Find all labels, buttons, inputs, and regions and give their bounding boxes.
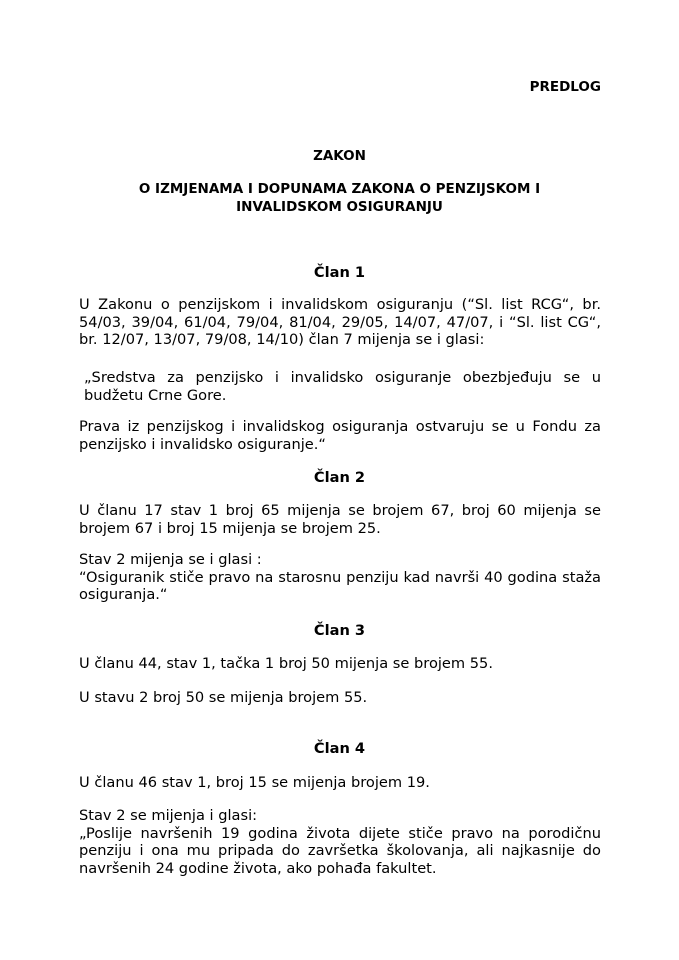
article-1-paragraph-2-text: „Sredstva za penzijsko i invalidsko osiguranje obezbjeđuju se u budžetu Crne Gore. — [84, 369, 601, 404]
article-4-heading: Član 4 — [313, 740, 366, 757]
law-title: ZAKON — [313, 148, 366, 164]
proposal-label: PREDLOG — [529, 79, 601, 95]
article-4-paragraph-3-text: „Poslije navršenih 19 godina života dijete stiče pravo na porodičnu penziju i ona mu pripada do završetka školovanja, ali najkasnije do navršenih 24 godine života, ako pohađa fakultet. — [79, 824, 601, 877]
article-3-paragraph-2 — [79, 689, 601, 707]
article-3-paragraph-2-text: U stavu 2 broj 50 se mijenja brojem 55. — [79, 689, 368, 706]
law-subtitle: O IZMJENAMA I DOPUNAMA ZAKONA O PENZIJSKOM I INVALIDSKOM OSIGURANJU — [138, 181, 541, 215]
article-2-paragraph-3-text: “Osiguranik stiče pravo na starosnu penziju kad navrši 40 godina staža osiguranja.“ — [79, 568, 601, 604]
article-1-heading: Član 1 — [313, 264, 366, 281]
article-2-paragraph-1-text: U članu 17 stav 1 broj 65 mijenja se brojem 67, broj 60 mijenja se brojem 67 i broj 15 mijenja se brojem 25. — [79, 502, 601, 537]
article-2-heading: Član 2 — [313, 469, 366, 486]
article-2-paragraph-2 — [79, 551, 601, 604]
article-1-paragraph-1 — [79, 296, 601, 349]
article-1-paragraph-3-text: Prava iz penzijskog i invalidskog osiguranja ostvaruju se u Fondu za penzijsko i invalidsko osiguranje.“ — [79, 418, 601, 453]
article-1-paragraph-3 — [79, 418, 601, 453]
article-2-paragraph-2-text: Stav 2 mijenja se i glasi : — [79, 551, 262, 568]
article-1-paragraph-1-text: U Zakonu o penzijskom i invalidskom osiguranju (“Sl. list RCG“, br. 54/03, 39/04, 61/04, 79/04, 81/04, 29/05, 14/07, 47/07, i “Sl. list CG“, br. 12/07, 13/07, 79/08, 14/10) član 7 mijenja se i glasi: — [79, 296, 601, 349]
article-3-paragraph-1-text: U članu 44, stav 1, tačka 1 broj 50 mijenja se brojem 55. — [79, 655, 493, 672]
article-2-paragraph-1 — [79, 502, 601, 537]
article-1-paragraph-2 — [84, 369, 601, 404]
article-4-paragraph-1 — [79, 774, 601, 792]
article-4-paragraph-1-text: U članu 46 stav 1, broj 15 se mijenja brojem 19. — [79, 774, 430, 791]
article-4-paragraph-2-text: Stav 2 se mijenja i glasi: — [79, 807, 258, 824]
article-4-paragraph-2 — [79, 807, 601, 877]
article-3-paragraph-1 — [79, 655, 601, 673]
article-3-heading: Član 3 — [313, 622, 366, 639]
